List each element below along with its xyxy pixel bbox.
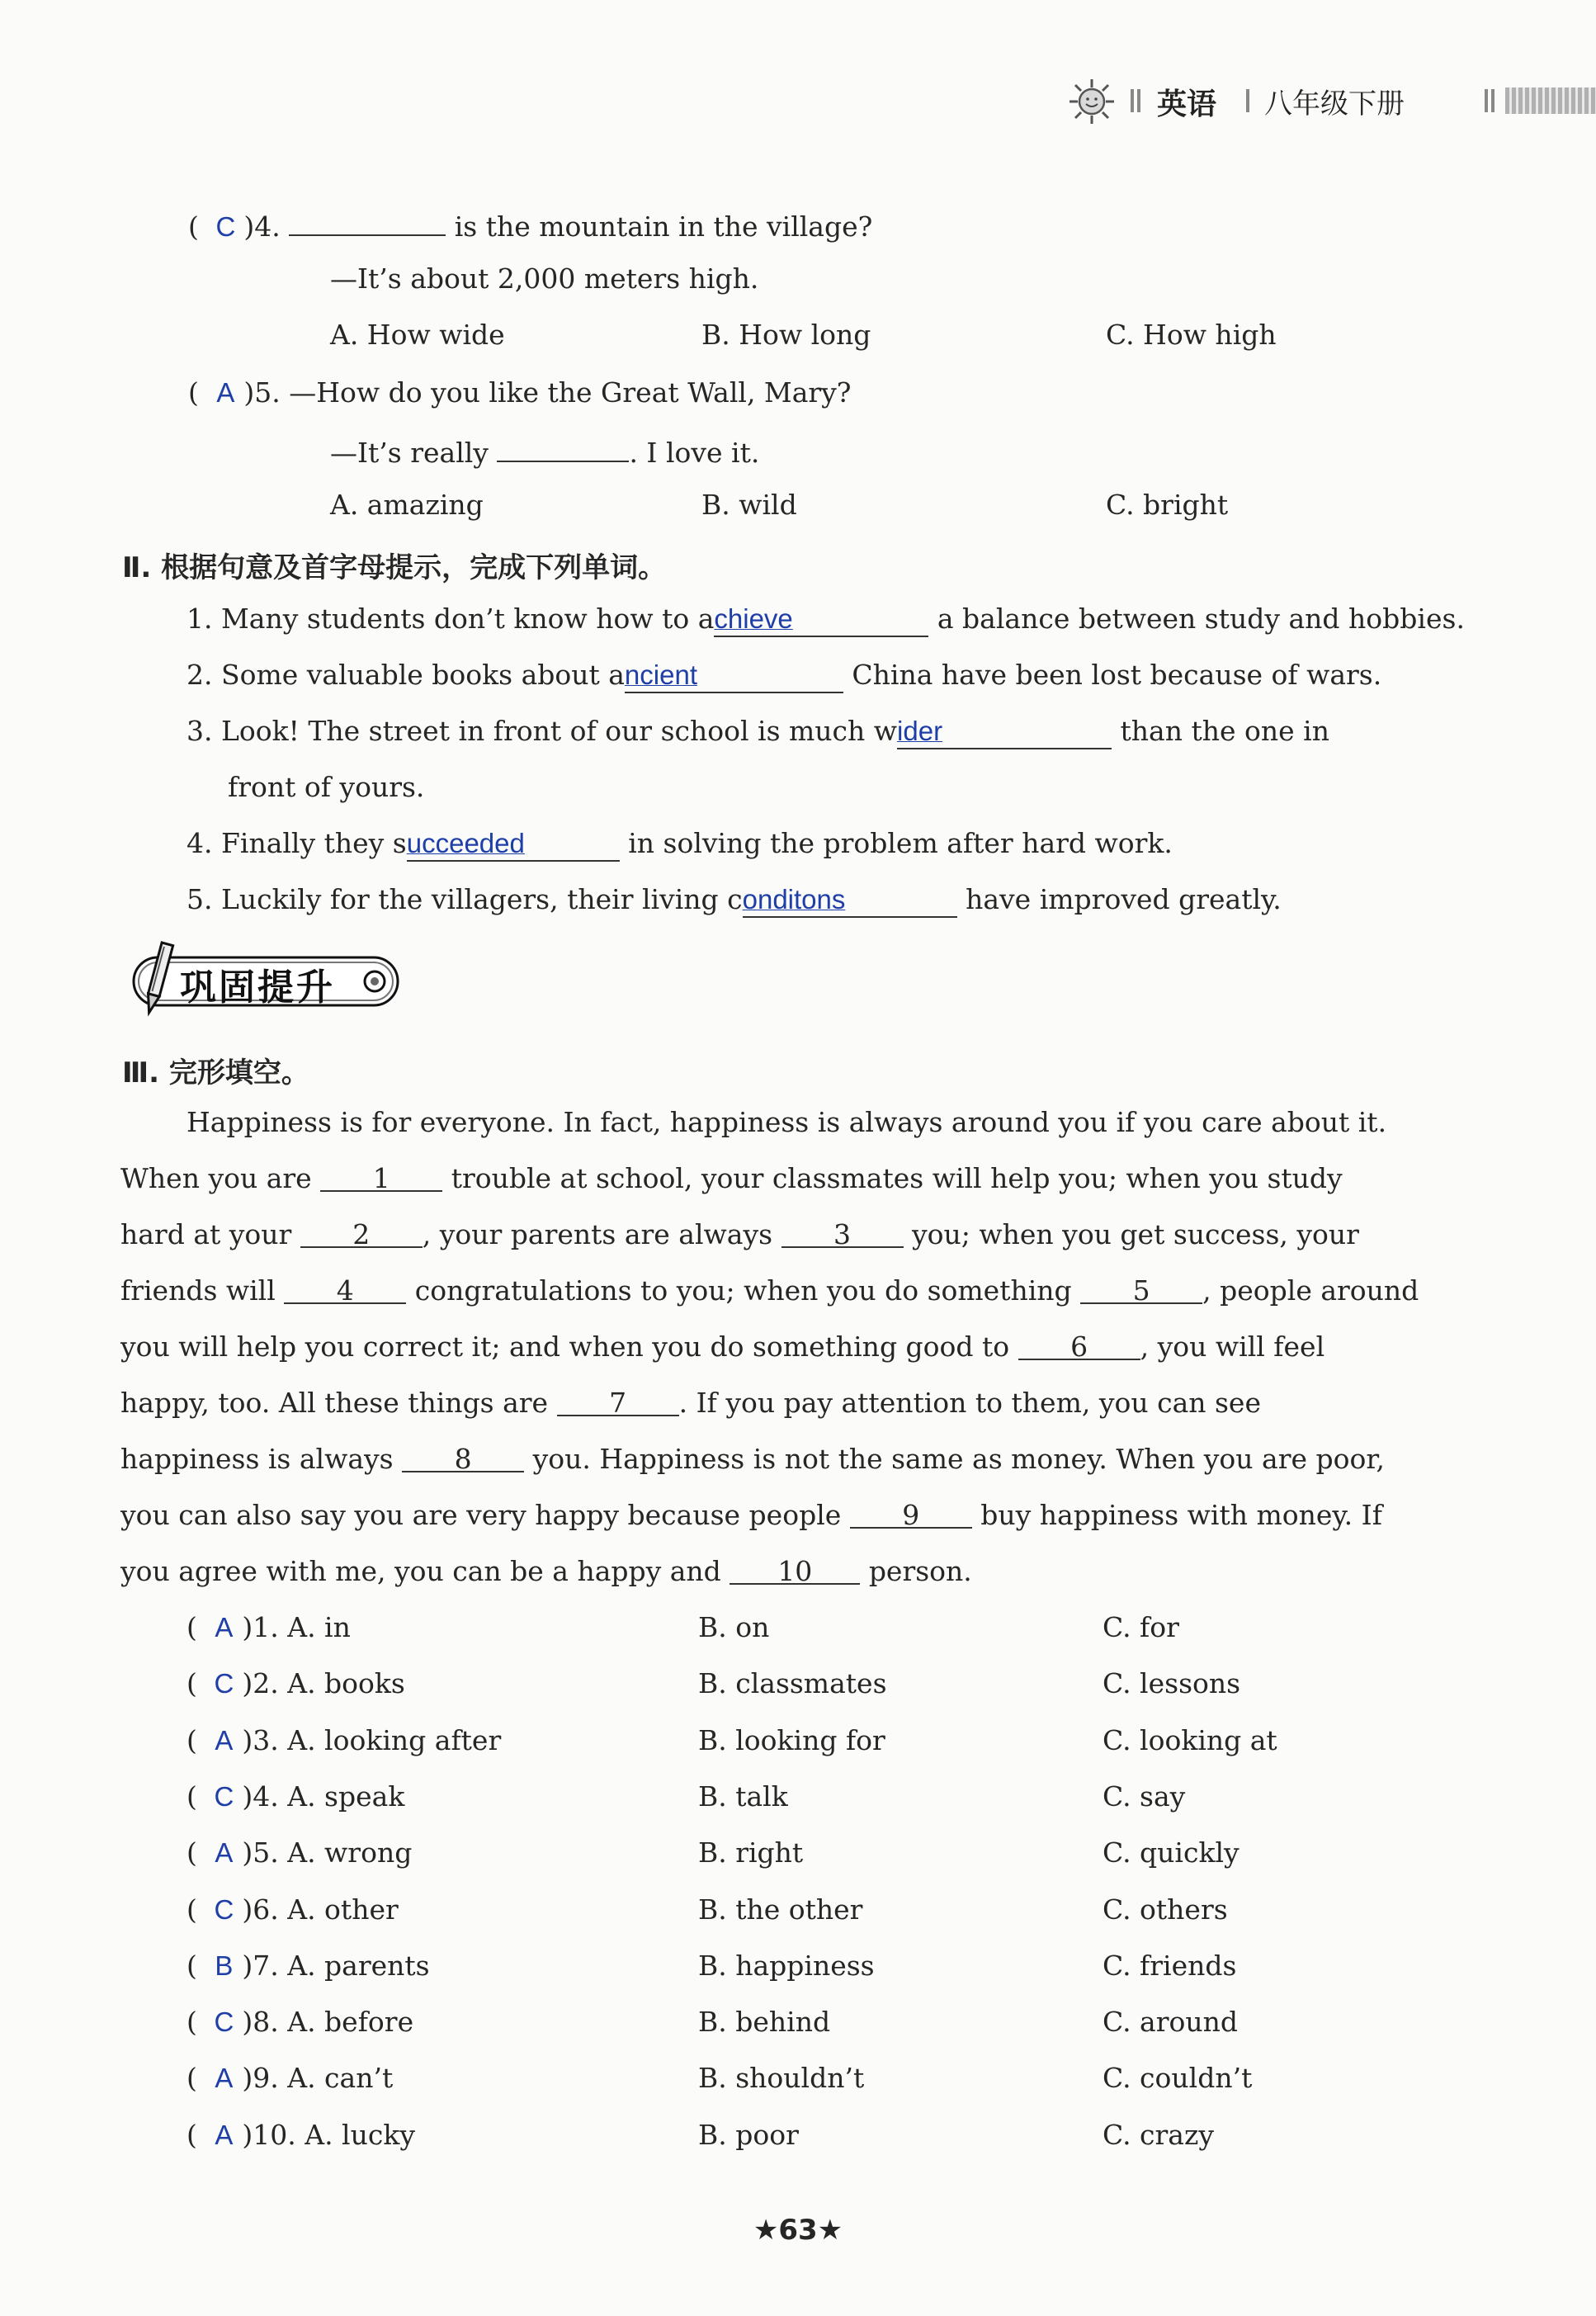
passage-line-7: happiness is always 8 you. Happiness is not the same as money. When you are poor,	[120, 1443, 1385, 1475]
s2-item-3: 3. Look! The street in front of our school is much wider than the one in	[187, 715, 1329, 749]
s2-item-1: 1. Many students don’t know how to achieve a balance between study and hobbies.	[187, 603, 1465, 637]
option-c: C. crazy	[1103, 2119, 1215, 2151]
passage-line-8: you can also say you are very happy because people 9 buy happiness with money. If	[120, 1499, 1382, 1531]
passage-line-2: When you are 1 trouble at school, your classmates will help you; when you study	[120, 1162, 1343, 1194]
cloze-question-row: ( A )10. A. lucky	[187, 2119, 415, 2151]
q5-option-a: A. amazing	[330, 489, 484, 521]
section-2-title: Ⅱ. 根据句意及首字母提示，完成下列单词。	[122, 551, 667, 584]
option-b: B. talk	[698, 1780, 788, 1813]
passage-line-5: you will help you correct it; and when you do something good to 6 , you will feel	[120, 1331, 1325, 1363]
sun-icon	[1068, 78, 1116, 125]
section-3-title: Ⅲ. 完形填空。	[122, 1056, 309, 1089]
option-b: B. poor	[698, 2119, 799, 2151]
option-c: C. quickly	[1103, 1836, 1239, 1869]
option-c: C. lessons	[1103, 1667, 1241, 1699]
subject-title: 英语	[1157, 87, 1217, 121]
passage-line-3: hard at your 2 , your parents are always 3 you; when you get success, your	[120, 1218, 1359, 1250]
s2-item-3-cont: front of yours.	[228, 771, 425, 803]
passage-line-4: friends will 4 congratulations to you; when you do something 5 , people around	[120, 1274, 1419, 1307]
option-c: C. for	[1103, 1611, 1179, 1643]
answer-letter: C	[214, 2006, 234, 2037]
option-c: C. around	[1103, 2006, 1239, 2038]
question-4: ( C )4. is the mountain in the village?	[188, 206, 872, 243]
option-b: B. shouldn’t	[698, 2062, 865, 2094]
answer-letter: A	[215, 2120, 234, 2150]
cloze-question-row: ( A )5. A. wrong	[187, 1836, 413, 1869]
option-a: A. speak	[287, 1780, 405, 1813]
answer-letter: B	[215, 1950, 234, 1981]
q4-option-c: C. How high	[1106, 319, 1277, 351]
option-b: B. behind	[698, 2006, 831, 2038]
passage-line-6: happy, too. All these things are 7 . If you pay attention to them, you can see	[120, 1387, 1261, 1419]
cloze-question-row: ( A )1. A. in	[187, 1611, 351, 1643]
q4-option-b: B. How long	[701, 319, 871, 351]
question-5: ( A )5. —How do you like the Great Wall, Mary?	[188, 376, 852, 409]
option-a: A. books	[287, 1667, 405, 1699]
option-c: C. friends	[1103, 1950, 1237, 1982]
passage-line-1: Happiness is for everyone. In fact, happiness is always around you if you care about it.	[187, 1106, 1387, 1138]
option-a: A. lucky	[305, 2119, 415, 2151]
answer-letter: A	[215, 1612, 234, 1642]
option-b: B. on	[698, 1611, 770, 1643]
cloze-question-row: ( C )2. A. books	[187, 1667, 405, 1699]
cloze-question-row: ( C )4. A. speak	[187, 1780, 405, 1813]
page-number: ★63★	[753, 2214, 843, 2247]
option-b: B. happiness	[698, 1950, 875, 1982]
option-b: B. looking for	[698, 1724, 885, 1756]
q4-option-a: A. How wide	[330, 319, 505, 351]
grade-title: 八年级下册	[1264, 87, 1405, 121]
answer-letter: C	[214, 1668, 234, 1699]
section-banner	[122, 939, 411, 1022]
page-header	[1068, 73, 1596, 130]
answer-letter: A	[215, 1725, 234, 1756]
option-a: A. before	[287, 2006, 414, 2038]
header-stripe	[1505, 87, 1596, 114]
option-c: C. looking at	[1103, 1724, 1277, 1756]
cloze-question-row: ( C )6. A. other	[187, 1893, 399, 1926]
cloze-question-row: ( B )7. A. parents	[187, 1950, 430, 1982]
option-a: A. wrong	[287, 1836, 413, 1869]
s2-item-2: 2. Some valuable books about ancient China have been lost because of wars.	[187, 659, 1381, 693]
option-a: A. in	[287, 1611, 351, 1643]
answer-letter: A	[215, 2063, 234, 2093]
answer-letter: C	[214, 1894, 234, 1925]
option-a: A. parents	[287, 1950, 430, 1982]
passage-line-9: you agree with me, you can be a happy and 10 person.	[120, 1555, 972, 1587]
question-4-reply: —It’s about 2,000 meters high.	[330, 262, 759, 295]
option-c: C. say	[1103, 1780, 1186, 1813]
cloze-question-row: ( C )8. A. before	[187, 2006, 414, 2038]
option-a: A. other	[287, 1893, 399, 1926]
option-a: A. looking after	[287, 1724, 502, 1756]
question-5-reply: —It’s really . I love it.	[330, 432, 759, 470]
q5-option-b: B. wild	[701, 489, 797, 521]
option-b: B. the other	[698, 1893, 863, 1926]
banner-label: 巩固提升	[180, 967, 335, 1009]
option-c: C. others	[1103, 1893, 1228, 1926]
cloze-question-row: ( A )9. A. can’t	[187, 2062, 394, 2094]
cloze-question-row: ( A )3. A. looking after	[187, 1724, 502, 1756]
answer-letter: C	[214, 1781, 234, 1812]
option-a: A. can’t	[287, 2062, 394, 2094]
option-b: B. right	[698, 1836, 804, 1869]
s2-item-4: 4. Finally they succeeded in solving the problem after hard work.	[187, 827, 1173, 862]
q5-option-c: C. bright	[1106, 489, 1229, 521]
option-c: C. couldn’t	[1103, 2062, 1253, 2094]
answer-letter: A	[215, 1837, 234, 1868]
s2-item-5: 5. Luckily for the villagers, their living conditons have improved greatly.	[187, 883, 1282, 918]
option-b: B. classmates	[698, 1667, 887, 1699]
